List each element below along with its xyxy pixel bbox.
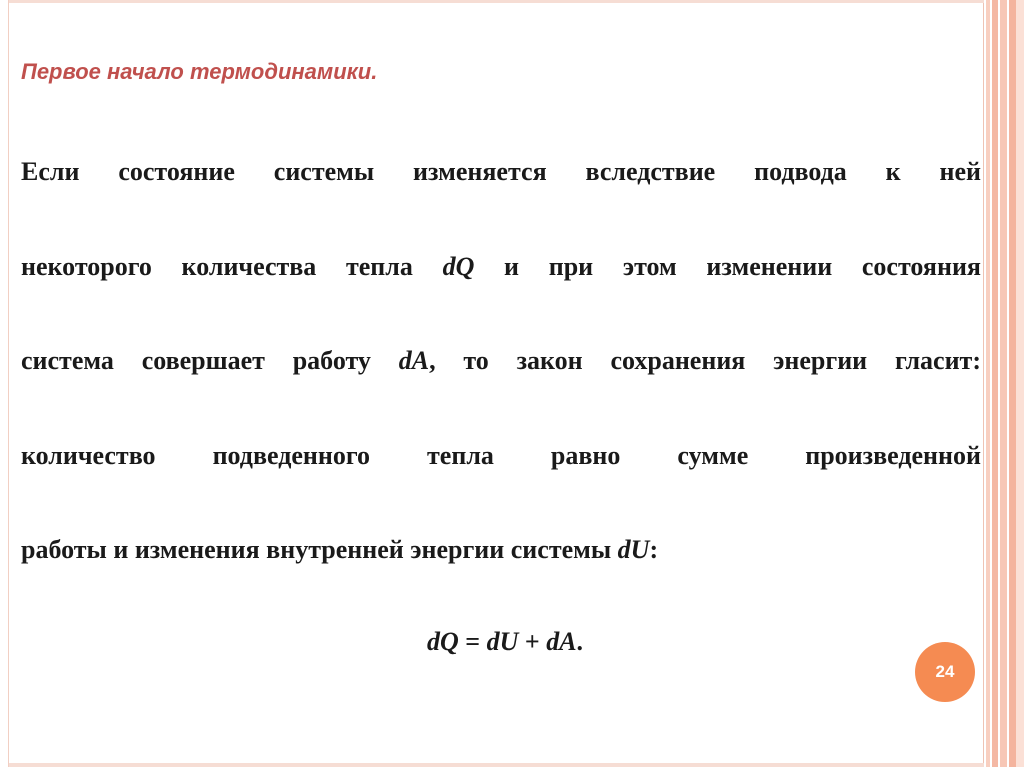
energy-symbol: dU <box>617 535 650 564</box>
paragraph-line-1 <box>21 157 981 187</box>
paragraph-line-5 <box>21 535 981 565</box>
paragraph-line-4 <box>21 441 981 471</box>
heat-symbol: dQ <box>442 252 475 281</box>
line-4-text: количество подведенного тепла равно сумме произведенной <box>21 441 981 470</box>
formula-plus: + <box>518 627 547 656</box>
work-symbol: dA <box>398 346 430 375</box>
formula-equals: = <box>458 627 487 656</box>
formula-lhs: dQ <box>426 627 459 656</box>
line-2-text-before: некоторого количества тепла <box>21 252 443 281</box>
formula-term-1: dU <box>486 627 519 656</box>
line-5-text-after: : <box>649 535 659 564</box>
line-3-text-after: , то закон сохранения энергии гласит: <box>429 346 981 375</box>
first-law-formula <box>0 627 1010 657</box>
line-3-text-before: система совершает работу <box>21 346 399 375</box>
formula-end: . <box>576 627 584 656</box>
line-5-text-before: работы и изменения внутренней энергии системы <box>21 535 618 564</box>
paragraph-line-2 <box>21 252 981 282</box>
line-2-text-after: и при этом изменении состояния <box>474 252 981 281</box>
slide-title: Первое начало термодинамики. <box>21 59 378 84</box>
paragraph-line-3 <box>21 346 981 376</box>
line-1-text: Если состояние системы изменяется вследствие подвода к ней <box>21 157 981 186</box>
slide-frame-bottom <box>0 763 1024 767</box>
page-number-badge: 24 <box>915 642 975 702</box>
formula-term-2: dA <box>546 627 577 656</box>
